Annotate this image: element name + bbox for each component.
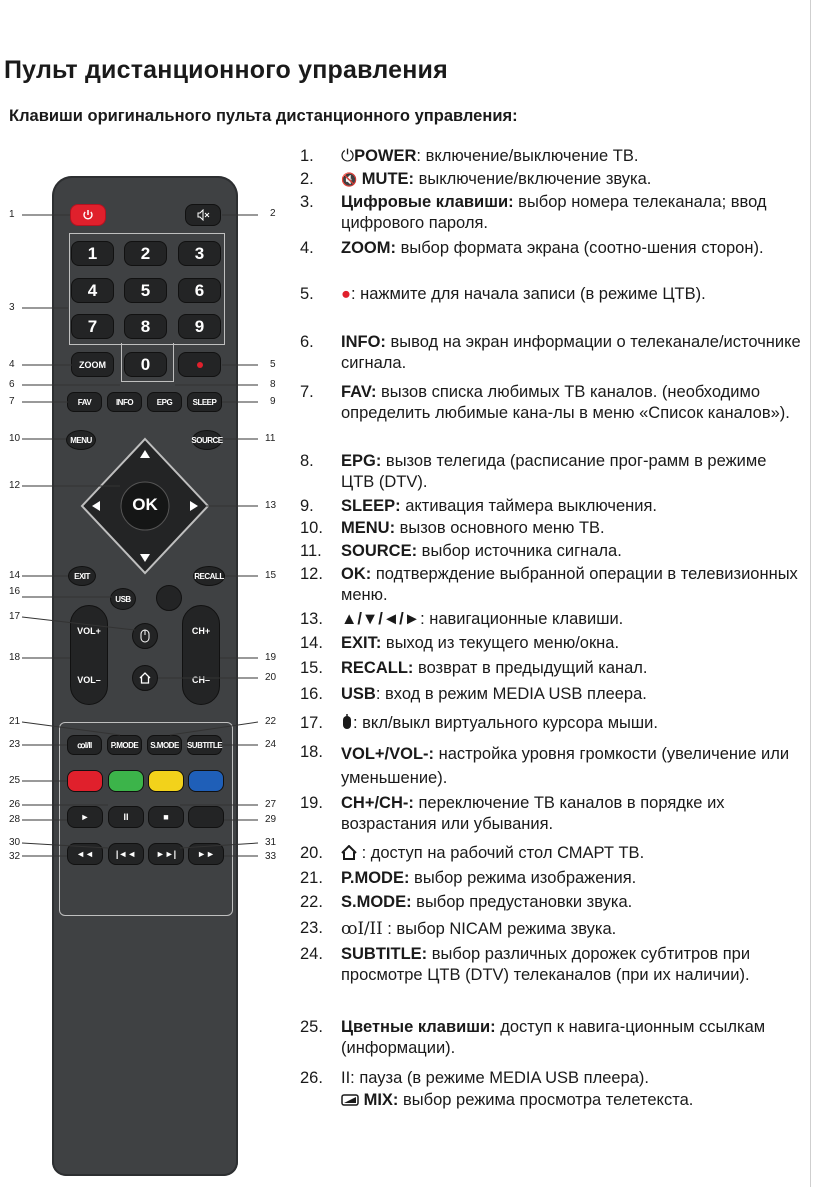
item-number: 11. <box>300 542 322 560</box>
item-text <box>341 633 801 654</box>
pause-button: II <box>108 806 144 828</box>
callout-15: 15 <box>265 570 277 581</box>
next-button: ►►| <box>148 843 184 865</box>
item-text <box>341 684 801 705</box>
item-key: SUBTITLE: <box>341 945 428 963</box>
item-number: 26. <box>300 1069 323 1087</box>
item-number: 4. <box>300 239 314 257</box>
item-number: 24. <box>300 945 323 963</box>
item-text <box>341 944 801 986</box>
item-desc: выбор режима просмотра телетекста. <box>398 1091 694 1109</box>
item-number: 21. <box>300 869 323 887</box>
sleep-button: SLEEP <box>187 392 222 412</box>
digit-5-button: 5 <box>124 278 167 303</box>
item-desc: подтверждение выбранной операции в телевизионных меню. <box>341 565 798 604</box>
callout-8: 8 <box>270 379 276 390</box>
play-button: ► <box>67 806 103 828</box>
callout-32: 32 <box>9 851 21 862</box>
item-desc: вызов списка любимых ТВ каналов. (необходимо определить любимые кана-лы в меню «Список каналов»). <box>341 383 790 422</box>
item-key: MENU: <box>341 519 396 537</box>
item-text <box>341 658 801 679</box>
power-icon: ⏻ <box>341 147 355 165</box>
item-desc: выбор режима изображения. <box>409 869 637 887</box>
item-desc: выбор номера телеканала; ввод цифрового пароля. <box>341 193 767 232</box>
item-text <box>341 793 801 835</box>
stop-button: ■ <box>148 806 184 828</box>
callout-20: 20 <box>265 672 277 683</box>
callout-1: 1 <box>9 209 15 220</box>
callout-4: 4 <box>9 359 15 370</box>
nicam-button: ꝏI/II <box>67 735 102 755</box>
callout-19: 19 <box>265 652 277 663</box>
item-text <box>341 918 801 940</box>
callout-21: 21 <box>9 716 21 727</box>
item-number: 6. <box>300 333 314 351</box>
item-key: Цветные клавиши: <box>341 1018 496 1036</box>
item-desc: : нажмите для начала записи (в режиме ЦТВ). <box>350 285 706 303</box>
digit-7-button: 7 <box>71 314 114 339</box>
ch-up-label: CH+ <box>191 625 211 636</box>
callout-28: 28 <box>9 814 21 825</box>
item-text <box>341 518 801 539</box>
digit-8-button: 8 <box>124 314 167 339</box>
home-icon <box>341 845 357 860</box>
digit-2-button: 2 <box>124 241 167 266</box>
item-number: 3. <box>300 193 314 211</box>
callout-14: 14 <box>9 570 21 581</box>
item-desc: выбор различных дорожек субтитров при просмотре ЦТВ (DTV) телеканалов (при их наличии). <box>341 945 751 984</box>
item-desc: : доступ на рабочий стол СМАРТ ТВ. <box>357 844 645 862</box>
item-number: 7. <box>300 383 314 401</box>
callout-6: 6 <box>9 379 15 390</box>
digit-9-button: 9 <box>178 314 221 339</box>
subtitle-button: SUBTITLE <box>187 735 222 755</box>
item-number: 16. <box>300 685 323 703</box>
item-desc: возврат в предыдущий канал. <box>413 659 648 677</box>
item-number: 22. <box>300 893 323 911</box>
mouse-icon <box>341 714 353 730</box>
digit-6-button: 6 <box>178 278 221 303</box>
callout-11: 11 <box>265 433 276 444</box>
callout-18: 18 <box>9 652 21 663</box>
usb-button: USB <box>110 588 136 610</box>
item-number: 17. <box>300 714 323 732</box>
info-button: INFO <box>107 392 142 412</box>
item-desc: выбор формата экрана (соотно-шения сторон). <box>396 239 764 257</box>
previous-button: |◄◄ <box>108 843 144 865</box>
callout-25: 25 <box>9 775 21 786</box>
callout-10: 10 <box>9 433 21 444</box>
item-number: 5. <box>300 285 314 303</box>
item-desc: : включение/выключение ТВ. <box>416 147 639 165</box>
smode-button: S.MODE <box>147 735 182 755</box>
callout-33: 33 <box>265 851 277 862</box>
callout-3: 3 <box>9 302 15 313</box>
item-text <box>341 332 801 374</box>
item-text <box>341 1017 801 1059</box>
ch-down-label: CH– <box>191 674 210 685</box>
item-number: 23. <box>300 919 323 937</box>
item-text <box>341 192 801 234</box>
item-key: CH+/CH-: <box>341 794 414 812</box>
item-number: 14. <box>300 634 323 652</box>
item-key: EPG: <box>341 452 382 470</box>
callout-12: 12 <box>9 480 21 491</box>
recall-button: RECALL <box>193 566 225 586</box>
vol-down-label: VOL– <box>77 674 101 685</box>
fast-forward-button: ►► <box>188 843 224 865</box>
item-desc: вывод на экран информации о телеканале/источнике сигнала. <box>341 333 801 372</box>
callout-17: 17 <box>9 611 21 622</box>
item-key: EXIT: <box>341 634 382 652</box>
item-number: 2. <box>300 170 314 188</box>
item-number: 1. <box>300 147 314 165</box>
source-button: SOURCE <box>192 430 222 450</box>
callout-30: 30 <box>9 837 21 848</box>
item-text <box>341 868 801 889</box>
item-number: 20. <box>300 844 323 862</box>
item-desc: : вкл/выкл виртуального курсора мыши. <box>353 714 658 732</box>
item-desc: активация таймера выключения. <box>400 497 658 515</box>
item-key: S.MODE: <box>341 893 412 911</box>
item-text <box>341 238 801 259</box>
item-desc: выход из текущего меню/окна. <box>381 634 620 652</box>
callout-22: 22 <box>265 716 277 727</box>
item-text <box>341 169 801 190</box>
callout-5: 5 <box>270 359 276 370</box>
callout-13: 13 <box>265 500 277 511</box>
item-text <box>341 382 801 424</box>
digit-0-button: 0 <box>124 352 167 377</box>
item-text <box>341 564 801 606</box>
callout-26: 26 <box>9 799 21 810</box>
item-text <box>341 713 801 734</box>
item-text <box>341 541 801 562</box>
record-dot-icon: ● <box>341 285 351 303</box>
digit-1-button: 1 <box>71 241 114 266</box>
item-text <box>341 496 801 517</box>
ok-button-label: OK <box>132 495 158 514</box>
item-desc: выключение/включение звука. <box>414 170 652 188</box>
item-text <box>341 843 801 864</box>
item-number: 13. <box>300 610 323 628</box>
item-number: 9. <box>300 497 314 515</box>
item-desc: II: пауза (в режиме MEDIA USB плеера). <box>341 1069 649 1087</box>
callout-23: 23 <box>9 739 21 750</box>
item-key: SLEEP: <box>341 497 401 515</box>
callout-lines <box>0 0 300 900</box>
item-number: 15. <box>300 659 323 677</box>
item-key: Цифровые клавиши: <box>341 193 514 211</box>
item-desc: : выбор NICAM режима звука. <box>382 920 617 938</box>
menu-button: MENU <box>66 430 96 450</box>
item-text <box>341 1090 801 1111</box>
item-key: INFO: <box>341 333 386 351</box>
item-desc: переключение ТВ каналов в порядке их возрастания или убывания. <box>341 794 725 833</box>
item-text <box>341 609 801 630</box>
item-key: MUTE: <box>361 170 415 188</box>
epg-button: EPG <box>147 392 182 412</box>
page-subtitle: Клавиши оригинального пульта дистанционного управления: <box>9 107 518 125</box>
exit-button: EXIT <box>68 566 96 586</box>
item-text <box>341 284 801 305</box>
callout-16: 16 <box>9 586 21 597</box>
fav-button: FAV <box>67 392 102 412</box>
page-title: Пульт дистанционного управления <box>4 56 448 84</box>
item-key: RECALL: <box>341 659 414 677</box>
item-number: 12. <box>300 565 323 583</box>
item-desc: : навигационные клавиши. <box>420 610 624 628</box>
item-number: 8. <box>300 452 314 470</box>
item-key: VOL+/VOL-: <box>341 745 435 763</box>
callout-24: 24 <box>265 739 277 750</box>
digit-4-button: 4 <box>71 278 114 303</box>
callout-29: 29 <box>265 814 277 825</box>
mix-icon <box>341 1094 359 1106</box>
item-text <box>341 892 801 913</box>
item-number: 18. <box>300 743 323 761</box>
item-key: P.MODE: <box>341 869 410 887</box>
callout-27: 27 <box>265 799 277 810</box>
callout-9: 9 <box>270 396 276 407</box>
item-text <box>341 742 801 790</box>
item-desc: выбор предустановки звука. <box>411 893 633 911</box>
rewind-button: ◄◄ <box>67 843 103 865</box>
item-number: 19. <box>300 794 323 812</box>
vol-up-label: VOL+ <box>77 625 101 636</box>
item-desc: доступ к навига-ционным ссылкам (информации). <box>341 1018 766 1057</box>
item-key: ZOOM: <box>341 239 396 257</box>
item-key: MIX: <box>363 1091 399 1109</box>
zoom-button: ZOOM <box>71 352 114 377</box>
item-key: USB <box>341 685 376 703</box>
pmode-button: P.MODE <box>107 735 142 755</box>
item-text <box>341 1068 801 1089</box>
item-key: OK: <box>341 565 372 583</box>
callout-31: 31 <box>265 837 277 848</box>
item-text <box>341 451 801 493</box>
item-key: ꝏI/II <box>341 919 383 938</box>
item-key: ▲/▼/◄/► <box>341 610 421 628</box>
item-number: 10. <box>300 519 323 537</box>
callout-2: 2 <box>270 208 276 219</box>
item-desc: настройка уровня громкости (увеличение или уменьшение). <box>341 745 790 787</box>
callout-7: 7 <box>9 396 15 407</box>
mute-icon: 🔇 <box>341 172 358 187</box>
item-key: POWER <box>354 147 417 165</box>
item-desc: выбор источника сигнала. <box>417 542 622 560</box>
item-desc: вызов телегида (расписание прог-рамм в режиме ЦТВ (DTV). <box>341 452 767 491</box>
item-desc: : вход в режим MEDIA USB плеера. <box>375 685 647 703</box>
item-key: SOURCE: <box>341 542 418 560</box>
page-edge-line <box>810 0 811 1187</box>
item-desc: вызов основного меню ТВ. <box>395 519 605 537</box>
digit-3-button: 3 <box>178 241 221 266</box>
item-number: 25. <box>300 1018 323 1036</box>
item-text <box>341 146 801 167</box>
item-key: FAV: <box>341 383 377 401</box>
